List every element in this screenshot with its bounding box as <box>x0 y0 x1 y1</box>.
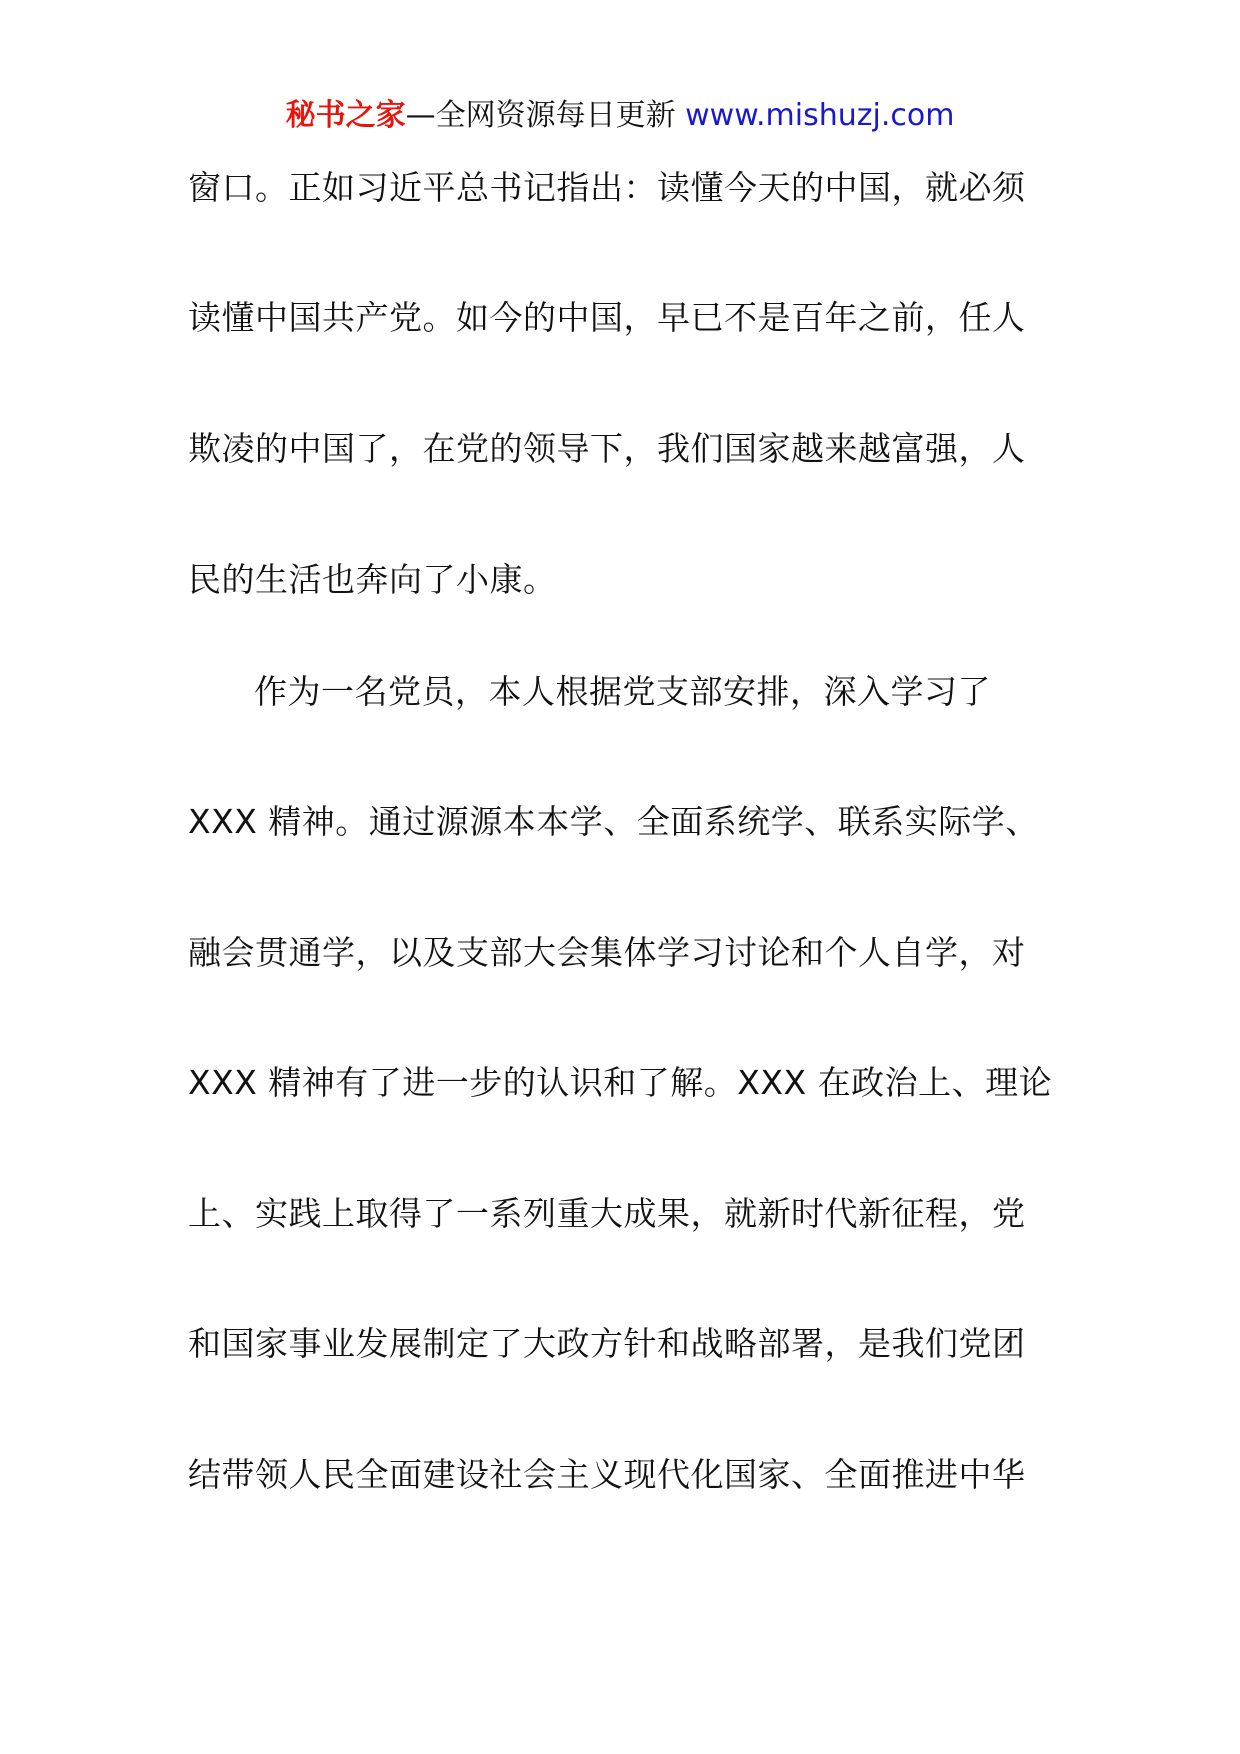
site-tagline: —全网资源每日更新 <box>405 98 686 133</box>
text-line: 结带领人民全面建设社会主义现代化国家、全面推进中华 <box>188 1455 1026 1494</box>
site-brand: 秘书之家 <box>285 98 406 133</box>
text-line: 和国家事业发展制定了大政方针和战略部署，是我们党团 <box>188 1324 1026 1363</box>
text-line: 融会贯通学，以及支部大会集体学习讨论和个人自学，对 <box>188 933 1026 972</box>
text-line: 读懂中国共产党。如今的中国，早已不是百年之前，任人 <box>188 298 1026 337</box>
paragraph-first-line: 作为一名党员，本人根据党支部安排，深入学习了 <box>254 672 991 711</box>
site-url-link[interactable]: www.mishuzj.com <box>685 98 955 133</box>
text-line: XXX 精神。通过源源本本学、全面系统学、联系实际学、 <box>188 802 1039 841</box>
text-line: 欺凌的中国了，在党的领导下，我们国家越来越富强，人 <box>188 429 1026 468</box>
text-line: 民的生活也奔向了小康。 <box>188 560 557 599</box>
text-line: 上、实践上取得了一系列重大成果，就新时代新征程，党 <box>188 1194 1026 1233</box>
text-line: 窗口。正如习近平总书记指出：读懂今天的中国，就必须 <box>188 168 1026 207</box>
site-header <box>0 96 1240 136</box>
text-line: XXX 精神有了进一步的认识和了解。XXX 在政治上、理论 <box>188 1063 1053 1102</box>
